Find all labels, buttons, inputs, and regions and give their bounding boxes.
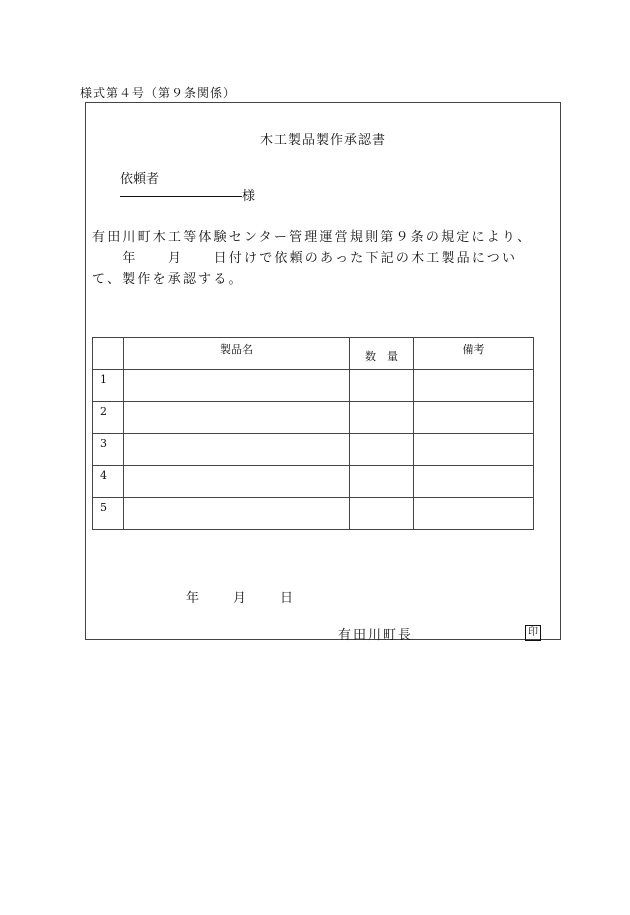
product-table xyxy=(92,337,534,530)
date-day: 日 xyxy=(280,591,294,606)
remarks-cell xyxy=(414,434,534,466)
table-row xyxy=(93,370,534,402)
product-name-cell xyxy=(124,370,350,402)
row-number: 1 xyxy=(93,370,124,402)
row-number: 4 xyxy=(93,466,124,498)
table-header-row xyxy=(93,338,534,370)
remarks-cell xyxy=(414,402,534,434)
approval-statement xyxy=(92,227,554,290)
statement-line-2: 年 月 日付けで依頼のあった下記の木工製品につい xyxy=(92,251,518,266)
document-title: 木工製品製作承認書 xyxy=(259,133,386,148)
row-number: 3 xyxy=(93,434,124,466)
header-quantity: 数 量 xyxy=(350,338,414,370)
issue-date xyxy=(186,587,327,606)
header-product-name: 製品名 xyxy=(124,338,350,370)
date-month: 月 xyxy=(233,591,247,606)
seal-mark: 印 xyxy=(525,625,541,641)
statement-line-3: て、製作を承認する。 xyxy=(92,272,244,287)
remarks-cell xyxy=(414,498,534,530)
approval-form xyxy=(85,102,561,643)
remarks-cell xyxy=(414,370,534,402)
table-row xyxy=(93,402,534,434)
issuer-name: 有田川町長 xyxy=(338,628,414,643)
quantity-cell xyxy=(350,434,414,466)
table-row xyxy=(93,466,534,498)
requester-name-line xyxy=(120,196,242,197)
requester-label: 依頼者 xyxy=(120,172,160,187)
requester-honorific: 様 xyxy=(242,189,256,204)
quantity-cell xyxy=(350,466,414,498)
quantity-cell xyxy=(350,498,414,530)
statement-line-1: 有田川町木工等体験センター管理運営規則第９条の規定により、 xyxy=(92,230,533,245)
product-name-cell xyxy=(124,498,350,530)
header-remarks: 備考 xyxy=(414,338,534,370)
table-row xyxy=(93,498,534,530)
quantity-cell xyxy=(350,402,414,434)
date-year: 年 xyxy=(186,591,200,606)
row-number: 5 xyxy=(93,498,124,530)
table-row xyxy=(93,434,534,466)
quantity-cell xyxy=(350,370,414,402)
header-number xyxy=(93,338,124,370)
row-number: 2 xyxy=(93,402,124,434)
product-name-cell xyxy=(124,466,350,498)
product-name-cell xyxy=(124,402,350,434)
form-number: 様式第４号（第９条関係） xyxy=(80,86,237,100)
remarks-cell xyxy=(414,466,534,498)
product-name-cell xyxy=(124,434,350,466)
